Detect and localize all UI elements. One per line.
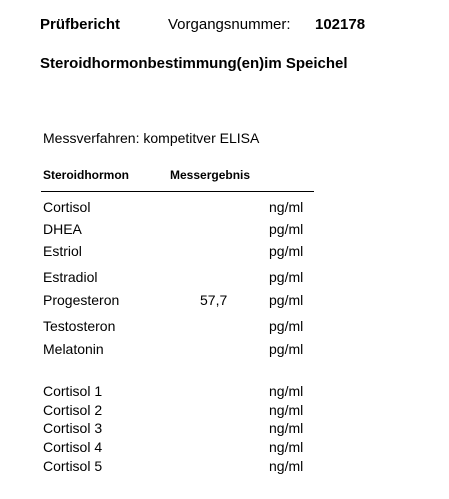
table-row-hormone: Testosteron (43, 318, 116, 334)
table-row-hormone: Cortisol 4 (43, 439, 103, 455)
report-title: Prüfbericht (40, 16, 121, 33)
table-row-hormone: Progesteron (43, 292, 120, 308)
table-row-hormone: Cortisol 3 (43, 420, 103, 436)
table-row-unit: pg/ml (269, 269, 304, 285)
table-row-hormone: Cortisol 5 (43, 458, 103, 474)
table-row-hormone: Cortisol 1 (43, 383, 103, 399)
case-number-value: 102178 (315, 16, 366, 33)
table-row-unit: ng/ml (269, 402, 304, 418)
table-row-unit: ng/ml (269, 439, 304, 455)
table-row-unit: pg/ml (269, 292, 304, 308)
table-row-unit: pg/ml (269, 243, 304, 259)
measurement-method: Messverfahren: kompetitver ELISA (43, 130, 260, 146)
table-row-hormone: Estradiol (43, 269, 98, 285)
table-row-hormone: Cortisol 2 (43, 402, 103, 418)
table-row-unit: pg/ml (269, 318, 304, 334)
table-row-unit: ng/ml (269, 420, 304, 436)
table-row-value: 57,7 (200, 292, 228, 308)
table-row-unit: ng/ml (269, 199, 304, 215)
table-row-unit: pg/ml (269, 221, 304, 237)
header-divider (41, 191, 314, 192)
report-subtitle: Steroidhormonbestimmung(en)im Speichel (40, 55, 348, 72)
column-header-hormone: Steroidhormon (43, 168, 129, 182)
case-number-label: Vorgangsnummer: (168, 16, 291, 33)
table-row-hormone: DHEA (43, 221, 82, 237)
table-row-unit: ng/ml (269, 458, 304, 474)
table-row-unit: ng/ml (269, 383, 304, 399)
table-row-hormone: Cortisol (43, 199, 91, 215)
table-row-hormone: Estriol (43, 243, 82, 259)
table-row-unit: pg/ml (269, 341, 304, 357)
table-row-hormone: Melatonin (43, 341, 104, 357)
column-header-result: Messergebnis (170, 168, 251, 182)
